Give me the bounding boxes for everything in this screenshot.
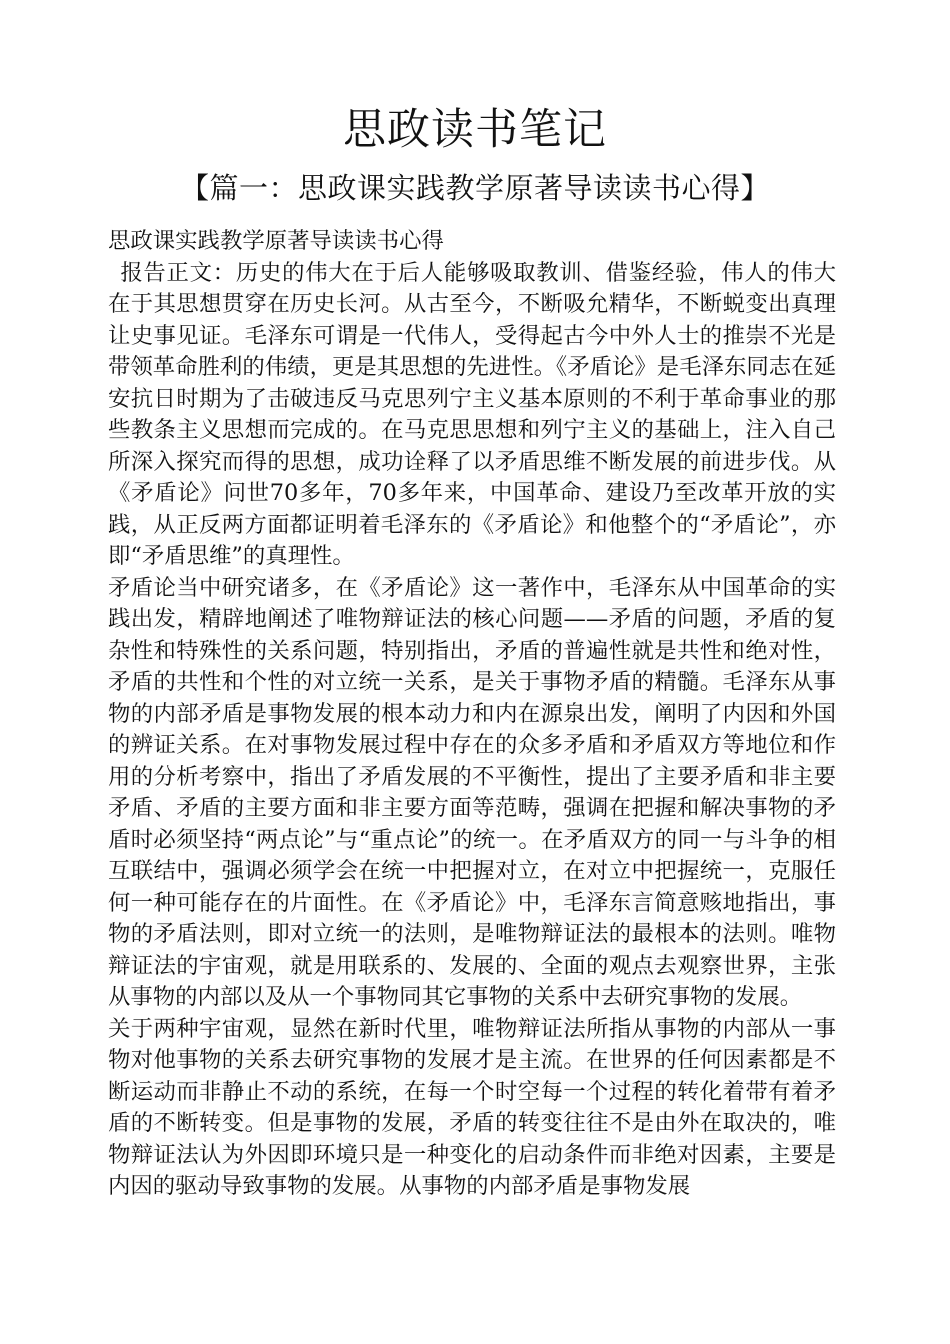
paragraph: 关于两种宇宙观，显然在新时代里，唯物辩证法所指从事物的内部从一事物对他事物的关系去研究事物的发展才是主流。在世界的任何因素都是不断运动而非静止不动的系统，在每一个时空每一个过程的转化着带有着矛盾的不断转变。但是事物的发展，矛盾的转变往往不是由外在取决的，唯物辩证法认为外因即环境只是一种变化的启动条件而非绝对因素，主要是内因的驱动导致事物的发展。从事物的内部矛盾是事物发展: [108, 1015, 836, 1199]
paragraph: 报告正文：历史的伟大在于后人能够吸取教训、借鉴经验，伟人的伟大在于其思想贯穿在历史长河。从古至今，不断吸允精华，不断蜕变出真理让史事见证。毛泽东可谓是一代伟人，受得起古今中外人士的推崇不光是带领革命胜利的伟绩，更是其思想的先进性。《矛盾论》是毛泽东同志在延安抗日时期为了击破违反马克思列宁主义基本原则的不利于革命事业的那些教条主义思想而完成的。在马克思思想和列宁主义的基础上，注入自己所深入探究而得的思想，成功诠释了以矛盾思维不断发展的前进步伐。从《矛盾论》问世70多年，70多年来，中国革命、建设乃至改革开放的实践，从正反两方面都证明着毛泽东的《矛盾论》和他整个的“矛盾论”，亦即“矛盾思维”的真理性。: [108, 259, 836, 569]
paragraph-heading: 思政课实践教学原著导读读书心得: [108, 228, 444, 254]
document-subtitle: 【篇一：思政课实践教学原著导读读书心得】: [179, 171, 770, 205]
document-body: [108, 226, 836, 1203]
document-title: 思政读书笔记: [343, 105, 607, 155]
paragraph: 矛盾论当中研究诸多，在《矛盾论》这一著作中，毛泽东从中国革命的实践出发，精辟地阐述了唯物辩证法的核心问题——矛盾的问题，矛盾的复杂性和特殊性的关系问题，特别指出，矛盾的普遍性就是共性和绝对性，矛盾的共性和个性的对立统一关系，是关于事物矛盾的精髓。毛泽东从事物的内部矛盾是事物发展的根本动力和内在源泉出发，阐明了内因和外国的辨证关系。在对事物发展过程中存在的众多矛盾和矛盾双方等地位和作用的分析考察中，指出了矛盾发展的不平衡性，提出了主要矛盾和非主要矛盾、矛盾的主要方面和非主要方面等范畴，强调在把握和解决事物的矛盾时必须坚持“两点论”与“重点论”的统一。在矛盾双方的同一与斗争的相互联结中，强调必须学会在统一中把握对立，在对立中把握统一，克服任何一种可能存在的片面性。在《矛盾论》中，毛泽东言简意赅地指出，事物的矛盾法则，即对立统一的法则，是唯物辩证法的最根本的法则。唯物辩证法的宇宙观，就是用联系的、发展的、全面的观点去观察世界，主张从事物的内部以及从一个事物同其它事物的关系中去研究事物的发展。: [108, 574, 836, 1010]
